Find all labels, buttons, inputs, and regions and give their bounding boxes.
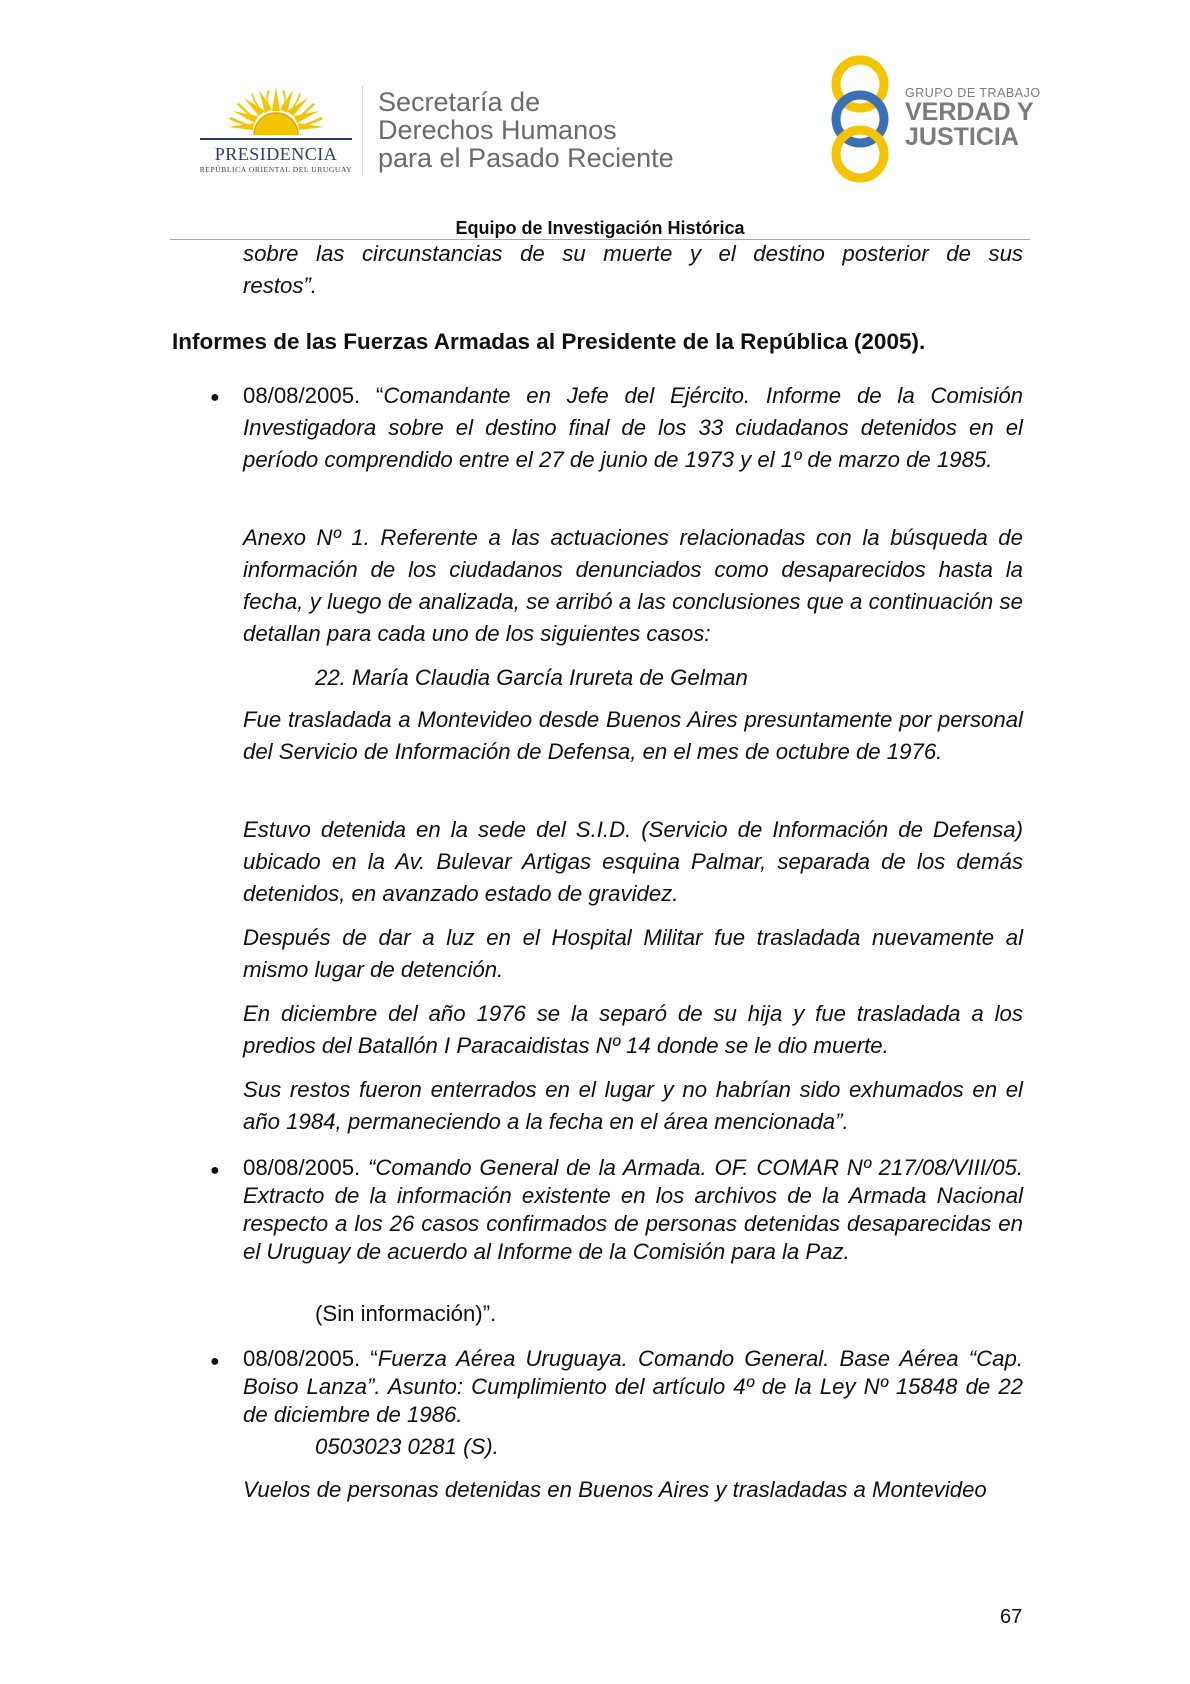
presidencia-underline [200, 138, 352, 140]
item2-note: (Sin información)”. [315, 1301, 497, 1326]
section-heading: Informes de las Fuerzas Armadas al Presidente de la República (2005). [172, 329, 926, 354]
item1-date: 08/08/2005. “ [243, 383, 384, 408]
item1-anexo: Anexo Nº 1. Referente a las actuaciones relacionadas con la búsqueda de información de los ciudadanos denunciados como desaparecidos hasta la fecha, y luego de analizada, se arribó a las conclusiones que a continuación se detallan para cada uno de los siguientes casos: [243, 525, 1023, 646]
presidencia-label: PRESIDENCIA [214, 144, 338, 164]
item1-paragraph [243, 380, 1023, 476]
item3-paragraph [243, 1345, 1023, 1429]
item1-p5: Sus restos fueron enterrados en el lugar y no habrían sido exhumados en el año 1984, permaneciendo a la fecha en el área mencionada”. [243, 1077, 1023, 1134]
verdad-justicia-rings-logo [820, 54, 900, 184]
item2-date: 08/08/2005. [243, 1155, 369, 1180]
presidencia-sublabel: REPÚBLICA ORIENTAL DEL URUGUAY [199, 165, 353, 174]
bullet-2: ● [210, 1162, 220, 1179]
item1-p2: Estuvo detenida en la sede del S.I.D. (Servicio de Información de Defensa) ubicado en la Av. Bulevar Artigas esquina Palmar, separada de los demás detenidos, en avanzado estado de gravidez. [243, 817, 1023, 906]
item3-p1: Vuelos de personas detenidas en Buenos Aires y trasladadas a Montevideo [243, 1477, 987, 1502]
verdad-label: VERDAD Y [905, 98, 1034, 126]
team-title: Equipo de Investigación Histórica [455, 218, 745, 238]
page-number: 67 [1000, 1606, 1023, 1628]
secretaria-line-2: Derechos Humanos [378, 115, 617, 145]
continued-text-line-1: sobre las circunstancias de su muerte y el destino posterior de sus [243, 241, 1023, 266]
grupo-trabajo-label: GRUPO DE TRABAJO [905, 86, 1041, 100]
page-header [0, 0, 1190, 240]
item1-p3: Después de dar a luz en el Hospital Militar fue trasladada nuevamente al mismo lugar de detención. [243, 925, 1023, 982]
item3-code: 0503023 0281 (S). [315, 1434, 499, 1459]
continued-text-line-2: restos”. [243, 273, 317, 298]
item1-title: Comandante en Jefe del Ejército. Informe de la Comisión Investigadora sobre el destino final de los 33 ciudadanos detenidos en el período comprendido entre el 27 de junio de 1973 y el 1º de marzo de 1985. [243, 383, 1023, 472]
item2-paragraph [243, 1154, 1023, 1266]
bullet-3: ● [210, 1353, 220, 1370]
bullet-1: ● [210, 389, 220, 406]
item1-case: 22. María Claudia García Irureta de Gelman [315, 665, 748, 690]
secretaria-line-1: Secretaría de [378, 87, 541, 117]
secretaria-line-3: para el Pasado Reciente [378, 143, 674, 173]
item2-title: “Comando General de la Armada. OF. COMAR Nº 217/08/VIII/05. Extracto de la información existente en los archivos de la Armada Nacional respecto a los 26 casos confirmados de personas detenidas desaparecidas en el Uruguay de acuerdo al Informe de la Comisión para la Paz. [243, 1155, 1024, 1264]
item1-p1: Fue trasladada a Montevideo desde Buenos Aires presuntamente por personal del Servicio de Información de Defensa, en el mes de octubre de 1976. [243, 707, 1023, 764]
justicia-label: JUSTICIA [905, 123, 1019, 151]
header-divider [362, 86, 363, 176]
item1-p4: En diciembre del año 1976 se la separó de su hija y fue trasladada a los predios del Batallón I Paracaidistas Nº 14 donde se le dio muerte. [243, 1001, 1023, 1058]
item3-date: 08/08/2005. “ [243, 1346, 378, 1371]
secretaria-title [378, 88, 674, 172]
item3-title: Fuerza Aérea Uruguaya. Comando General. Base Aérea “Cap. Boiso Lanza”. Asunto: Cumplimiento del artículo 4º de la Ley Nº 15848 de 22 de diciembre de 1986. [243, 1346, 1023, 1427]
verdad-justicia-wordmark [905, 86, 1041, 150]
